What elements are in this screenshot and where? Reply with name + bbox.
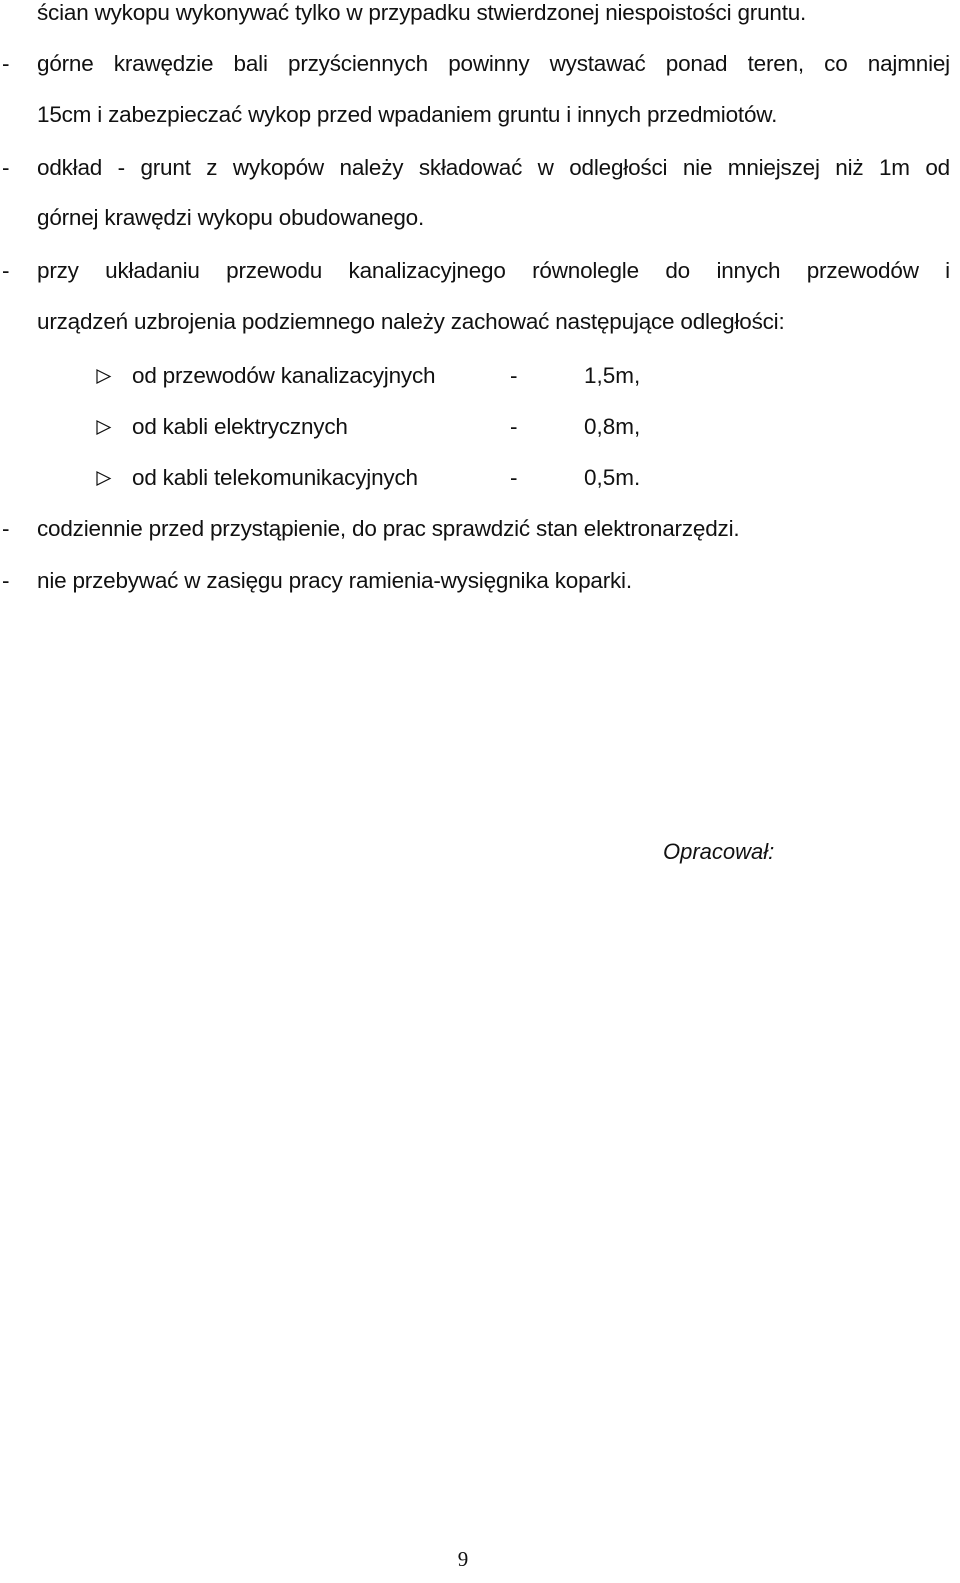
triangle-right-icon	[96, 463, 112, 493]
bullet-dash: -	[2, 258, 10, 283]
distance-label: od kabli telekomunikacyjnych	[132, 465, 418, 490]
bullet-item-text: urządzeń uzbrojenia podziemnego należy zachować następujące odległości:	[37, 309, 785, 334]
distance-label: od kabli elektrycznych	[132, 414, 348, 439]
bullet-dash: -	[2, 568, 10, 593]
bullet-item-text: codziennie przed przystąpienie, do prac sprawdzić stan elektronarzędzi.	[37, 516, 740, 541]
bullet-item-text: 15cm i zabezpieczać wykop przed wpadaniem gruntu i innych przedmiotów.	[37, 102, 778, 127]
distance-label: od przewodów kanalizacyjnych	[132, 363, 436, 388]
triangle-right-icon	[96, 361, 112, 391]
triangle-right-icon	[96, 412, 112, 442]
distance-separator: -	[510, 363, 518, 388]
distance-separator: -	[510, 465, 518, 490]
distance-value: 0,8m,	[584, 414, 641, 439]
bullet-item-text: przy układaniu przewodu kanalizacyjnego równolegle do innych przewodów i	[37, 258, 950, 283]
distance-value: 1,5m,	[584, 363, 641, 388]
bullet-dash: -	[2, 155, 10, 180]
continuation-text: ścian wykopu wykonywać tylko w przypadku stwierdzonej niespoistości gruntu.	[37, 0, 807, 25]
author-label: Opracował:	[663, 839, 775, 864]
bullet-item-text: górne krawędzie bali przyściennych powinny wystawać ponad teren, co najmniej	[37, 51, 950, 76]
distance-value: 0,5m.	[584, 465, 641, 490]
page-number: 9	[457, 1547, 469, 1571]
bullet-item-text: górnej krawędzi wykopu obudowanego.	[37, 205, 425, 230]
bullet-item-text: odkład - grunt z wykopów należy składować w odległości nie mniejszej niż 1m od	[37, 155, 950, 180]
distance-separator: -	[510, 414, 518, 439]
bullet-dash: -	[2, 516, 10, 541]
bullet-item-text: nie przebywać w zasięgu pracy ramienia-wysięgnika koparki.	[37, 568, 632, 593]
bullet-dash: -	[2, 51, 10, 76]
